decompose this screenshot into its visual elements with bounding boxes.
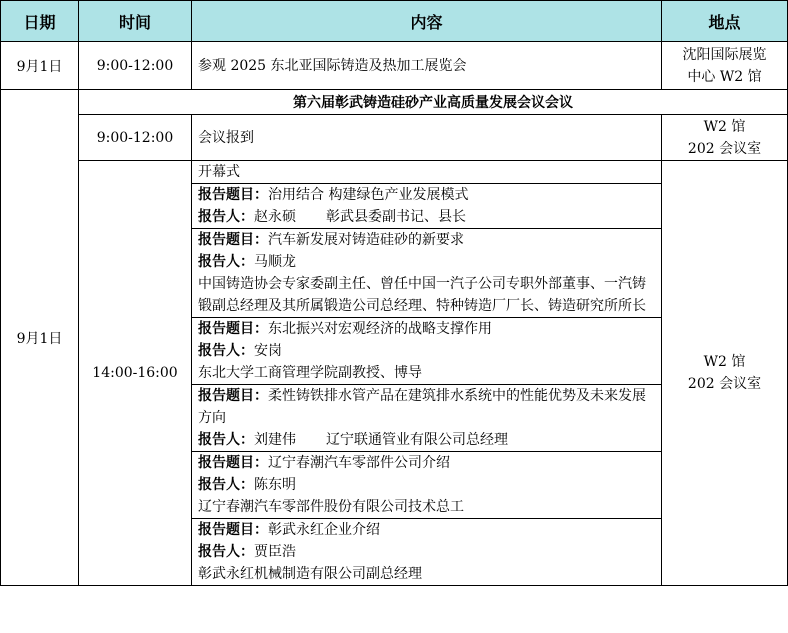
talk-cell xyxy=(192,318,662,385)
topic-text: 汽车新发展对铸造硅砂的新要求 xyxy=(268,232,464,248)
row-date: 9月1日 xyxy=(1,42,79,90)
talk-topic xyxy=(198,385,655,429)
talk-speaker xyxy=(198,474,655,496)
session-time: 14:00-16:00 xyxy=(79,161,192,586)
talk-cell xyxy=(192,519,662,586)
location-line: 沈阳国际展览 xyxy=(682,46,767,63)
speaker-name: 贾臣浩 xyxy=(254,544,296,560)
conference-title-row xyxy=(1,90,788,115)
topic-text: 柔性铸铁排水管产品在建筑排水系统中的性能优势及未来发展方向 xyxy=(198,388,646,426)
speaker-title: 中国铸造协会专家委副主任、曾任中国一汽子公司专职外部董事、一汽铸锻副总经理及其所属锻造公司总经理、特种铸造厂厂长、铸造研究所所长 xyxy=(198,276,646,314)
speaker-label: 报告人： xyxy=(198,477,254,493)
talk-topic xyxy=(198,184,655,206)
speaker-title: 彰武永红机械制造有限公司副总经理 xyxy=(198,566,422,582)
row-content: 参观 2025 东北亚国际铸造及热加工展览会 xyxy=(192,42,662,90)
talk-speaker xyxy=(198,429,655,451)
talk-cell xyxy=(192,229,662,318)
row-time: 9:00-12:00 xyxy=(79,42,192,90)
topic-label: 报告题目： xyxy=(198,455,268,471)
row-location xyxy=(662,42,788,90)
table-row xyxy=(1,115,788,161)
topic-label: 报告题目： xyxy=(198,232,268,248)
talk-topic xyxy=(198,318,655,340)
topic-text: 东北振兴对宏观经济的战略支撑作用 xyxy=(268,321,492,337)
talk-speaker xyxy=(198,541,655,563)
header-time: 时间 xyxy=(79,1,192,42)
session-location xyxy=(662,161,788,586)
location-line: 202 会议室 xyxy=(687,140,762,157)
speaker-title: 辽宁春潮汽车零部件股份有限公司技术总工 xyxy=(198,499,464,515)
checkin-content: 会议报到 xyxy=(192,115,662,161)
header-content: 内容 xyxy=(192,1,662,42)
speaker-name: 赵永硕 xyxy=(254,209,296,225)
location-line: 中心 W2 馆 xyxy=(687,68,762,85)
table-row xyxy=(1,161,788,184)
location-line: W2 馆 xyxy=(703,118,746,135)
talk-cell xyxy=(192,452,662,519)
talk-speaker xyxy=(198,340,655,362)
speaker-title: 东北大学工商管理学院副教授、博导 xyxy=(198,365,422,381)
talk-speaker xyxy=(198,251,655,273)
topic-text: 彰武永红企业介绍 xyxy=(268,522,380,538)
checkin-time: 9:00-12:00 xyxy=(79,115,192,161)
speaker-title: 辽宁联通管业有限公司总经理 xyxy=(326,432,508,448)
talk-cell xyxy=(192,184,662,229)
talk-topic xyxy=(198,229,655,251)
location-line: 202 会议室 xyxy=(687,376,762,392)
speaker-label: 报告人： xyxy=(198,343,254,359)
topic-label: 报告题目： xyxy=(198,321,268,337)
topic-label: 报告题目： xyxy=(198,187,268,203)
talk-topic xyxy=(198,519,655,541)
header-date: 日期 xyxy=(1,1,79,42)
speaker-name: 安岗 xyxy=(254,343,282,359)
speaker-label: 报告人： xyxy=(198,209,254,225)
header-row xyxy=(1,1,788,42)
talk-topic xyxy=(198,452,655,474)
speaker-name: 陈东明 xyxy=(254,477,296,493)
speaker-label: 报告人： xyxy=(198,544,254,560)
speaker-name: 刘建伟 xyxy=(254,432,296,448)
conference-title: 第六届彰武铸造硅砂产业高质量发展会议会议 xyxy=(79,90,788,115)
checkin-location xyxy=(662,115,788,161)
header-location: 地点 xyxy=(662,1,788,42)
table-row xyxy=(1,42,788,90)
topic-label: 报告题目： xyxy=(198,388,268,404)
topic-text: 治用结合 构建绿色产业发展模式 xyxy=(268,187,469,203)
talk-speaker xyxy=(198,206,655,228)
conference-date: 9月1日 xyxy=(1,90,79,586)
speaker-title: 彰武县委副书记、县长 xyxy=(326,209,466,225)
speaker-label: 报告人： xyxy=(198,432,254,448)
speaker-label: 报告人： xyxy=(198,254,254,270)
speaker-name: 马顺龙 xyxy=(254,254,296,270)
topic-text: 辽宁春潮汽车零部件公司介绍 xyxy=(268,455,450,471)
opening: 开幕式 xyxy=(192,161,662,184)
topic-label: 报告题目： xyxy=(198,522,268,538)
talk-cell xyxy=(192,385,662,452)
location-line: W2 馆 xyxy=(703,354,746,370)
